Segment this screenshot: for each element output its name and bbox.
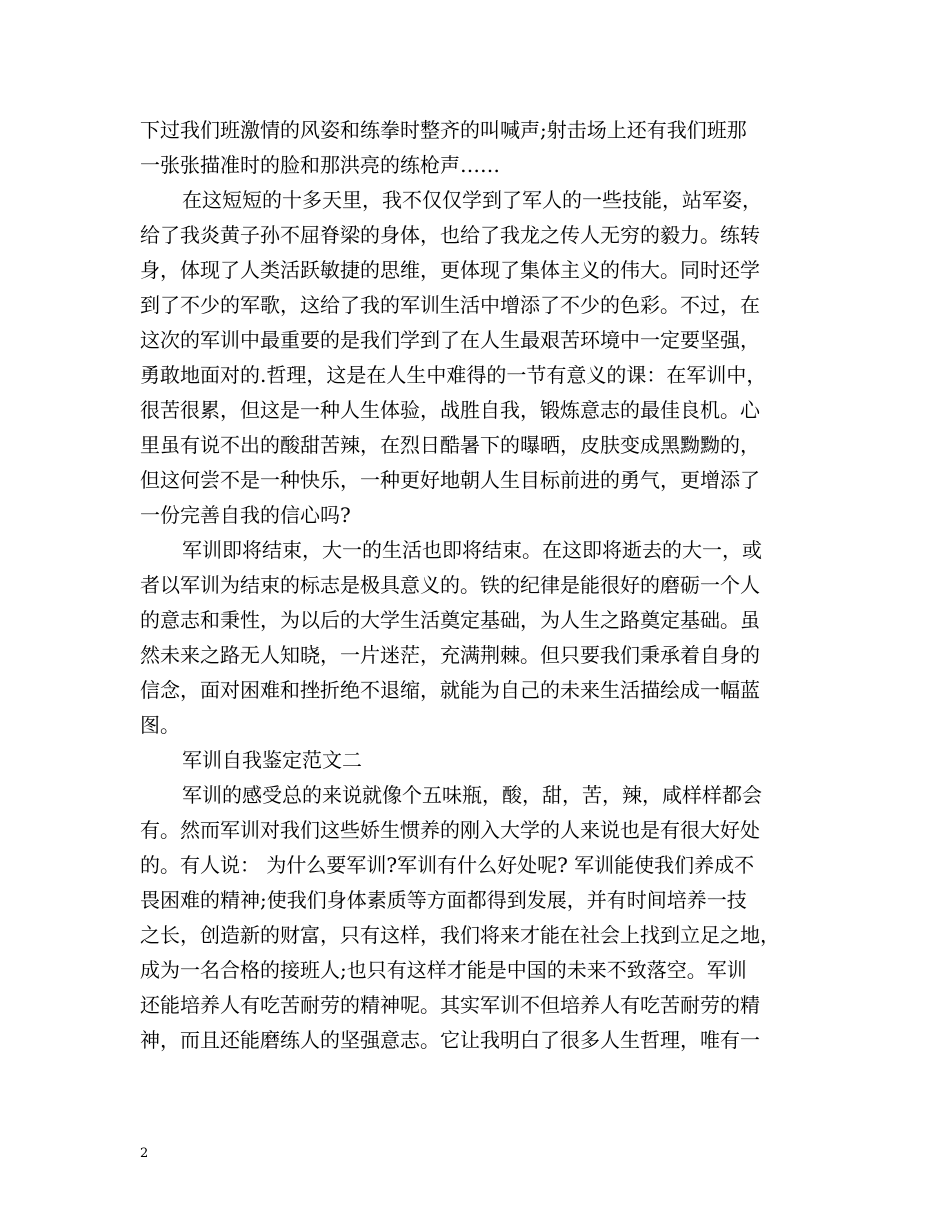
- text-line: 畏困难的精神;使我们身体素质等方面都得到发展，并有时间培养一技: [140, 888, 747, 912]
- text-line: 有。然而军训对我们这些娇生惯养的刚入大学的人来说也是有很大好处: [140, 818, 760, 842]
- text-line: 还能培养人有吃苦耐劳的精神呢。其实军训不但培养人有吃苦耐劳的精: [140, 993, 760, 1017]
- text-line: 的意志和秉性，为以后的大学生活奠定基础，为人生之路奠定基础。虽: [140, 608, 760, 632]
- text-line: 信念，面对困难和挫折绝不退缩，就能为自己的未来生活描绘成一幅蓝: [140, 678, 760, 702]
- text-line: 成为一名合格的接班人;也只有这样才能是中国的未来不致落空。军训: [140, 958, 747, 982]
- text-line: 勇敢地面对的.哲理，这是在人生中难得的一节有意义的课：在军训中，: [140, 363, 767, 387]
- section-heading: 军训自我鉴定范文二: [182, 748, 362, 772]
- text-line: 一张张描准时的脸和那洪亮的练枪声……: [140, 153, 500, 177]
- text-line: 然未来之路无人知晓，一片迷茫，充满荆棘。但只要我们秉承着自身的: [140, 643, 760, 667]
- text-line: 者以军训为结束的标志是极具意义的。铁的纪律是能很好的磨砺一个人: [140, 573, 760, 597]
- text-line: 很苦很累，但这是一种人生体验，战胜自我，锻炼意志的最佳良机。心: [140, 398, 760, 422]
- text-line: 的。有人说： 为什么要军训?军训有什么好处呢? 军训能使我们养成不: [140, 853, 755, 877]
- text-line: 身，体现了人类活跃敏捷的思维，更体现了集体主义的伟大。同时还学: [140, 258, 760, 282]
- text-line: 神，而且还能磨练人的坚强意志。它让我明白了很多人生哲理，唯有一: [140, 1028, 760, 1052]
- text-line: 这次的军训中最重要的是我们学到了在人生最艰苦环境中一定要坚强，: [140, 328, 760, 352]
- text-line: 图。: [140, 713, 180, 737]
- text-line: 给了我炎黄子孙不屈脊梁的身体，也给了我龙之传人无穷的毅力。练转: [140, 223, 760, 247]
- paragraph-first-line: 在这短短的十多天里，我不仅仅学到了军人的一些技能，站军姿，: [182, 188, 762, 212]
- text-line: 但这何尝不是一种快乐，一种更好地朝人生目标前进的勇气，更增添了: [140, 468, 760, 492]
- text-line: 一份完善自我的信心吗?: [140, 503, 351, 527]
- paragraph-first-line: 军训的感受总的来说就像个五味瓶，酸，甜，苦，辣，咸样样都会: [182, 783, 762, 807]
- text-line: 到了不少的军歌，这给了我的军训生活中增添了不少的色彩。不过，在: [140, 293, 760, 317]
- paragraph-first-line: 军训即将结束，大一的生活也即将结束。在这即将逝去的大一，或: [182, 538, 762, 562]
- text-line: 里虽有说不出的酸甜苦辣，在烈日酷暑下的曝晒，皮肤变成黑黝黝的，: [140, 433, 760, 457]
- text-line: 下过我们班激情的风姿和练拳时整齐的叫喊声;射击场上还有我们班那: [140, 118, 747, 142]
- text-line: 之长，创造新的财富，只有这样，我们将来才能在社会上找到立足之地，: [140, 923, 780, 947]
- page-number: 2: [140, 1146, 149, 1161]
